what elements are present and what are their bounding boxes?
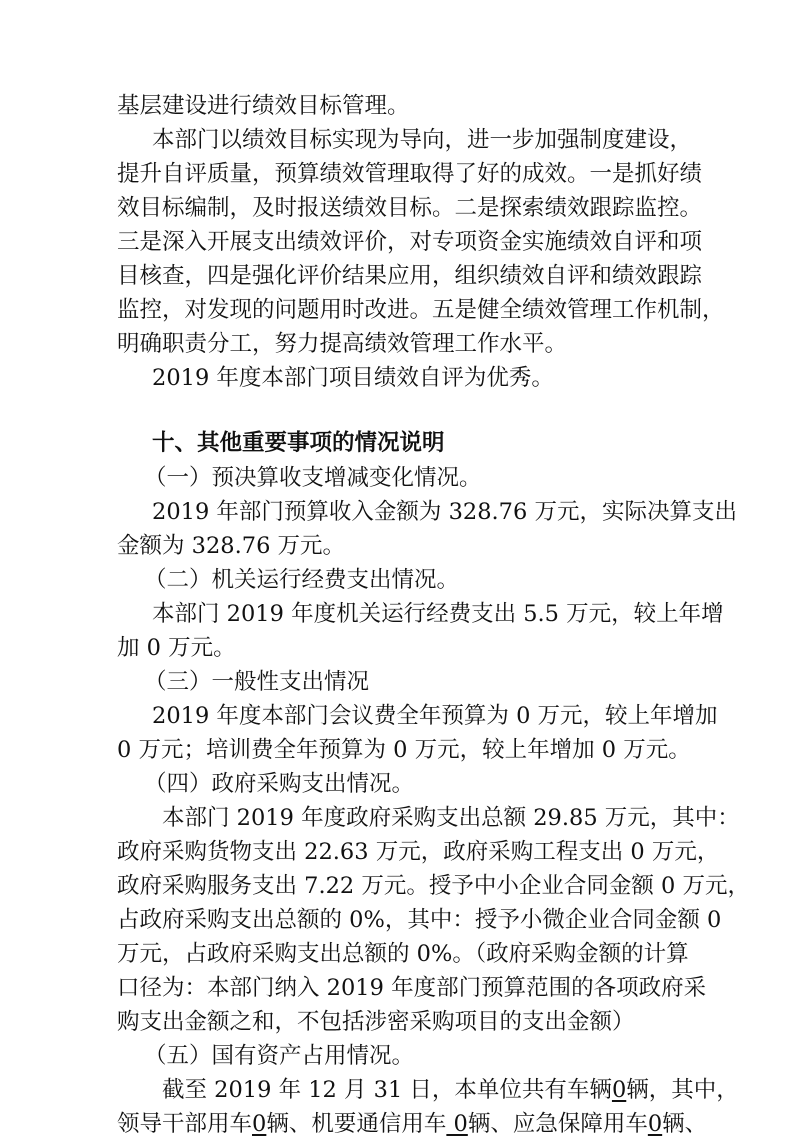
- paragraph-line: 本部门 2019 年度政府采购支出总额 29.85 万元，其中：: [162, 805, 740, 831]
- paragraph-line: 本部门 2019 年度机关运行经费支出 5.5 万元，较上年增: [152, 601, 724, 627]
- text-run: 辆、应急保障用车: [467, 1111, 648, 1137]
- paragraph-line: 三是深入开展支出绩效评价，对专项资金实施绩效自评和项: [117, 229, 703, 255]
- section-heading: 十、其他重要事项的情况说明: [152, 430, 445, 456]
- paragraph-line: 口径为：本部门纳入 2019 年度部门预算范围的各项政府采: [117, 975, 707, 1001]
- paragraph-line: 加 0 万元。: [117, 635, 236, 661]
- text-run: 辆、机要通信用车: [266, 1111, 447, 1137]
- paragraph-line: 2019 年度本部门会议费全年预算为 0 万元，较上年增加: [152, 703, 718, 729]
- paragraph-line: 本部门以绩效目标实现为导向，进一步加强制度建设，: [152, 127, 693, 153]
- text-run: 领导干部用车: [117, 1111, 253, 1137]
- paragraph-line: 监控，对发现的问题用时改进。五是健全绩效管理工作机制，: [117, 297, 725, 323]
- subsection-title: （一）预决算收支增减变化情况。: [144, 465, 482, 491]
- paragraph-line: 明确职责分工，努力提高绩效管理工作水平。: [117, 331, 568, 357]
- underlined-value: 0: [252, 1111, 267, 1137]
- subsection-title: （三）一般性支出情况: [144, 669, 370, 695]
- text-run: 辆、: [662, 1111, 708, 1137]
- paragraph-line: 购支出金额之和，不包括涉密采购项目的支出金额）: [117, 1009, 635, 1035]
- underlined-value: 0: [446, 1111, 468, 1137]
- paragraph-line: [117, 1106, 708, 1142]
- paragraph-line: 政府采购货物支出 22.63 万元，政府采购工程支出 0 万元，: [117, 839, 720, 865]
- subsection-title: （二）机关运行经费支出情况。: [144, 567, 460, 593]
- paragraph-line: 政府采购服务支出 7.22 万元。授予中小企业合同金额 0 万元，: [117, 873, 751, 899]
- paragraph-line: 效目标编制，及时报送绩效目标。二是探索绩效跟踪监控。: [117, 195, 703, 221]
- paragraph-line: 占政府采购支出总额的 0%，其中：授予小微企业合同金额 0: [117, 907, 722, 933]
- paragraph-line: 目核查，四是强化评价结果应用，组织绩效自评和绩效跟踪: [117, 263, 703, 289]
- text-run: 辆，其中，: [626, 1077, 739, 1103]
- paragraph-line: 金额为 328.76 万元。: [117, 533, 346, 559]
- underlined-value: 0: [647, 1111, 663, 1137]
- paragraph-line: 2019 年部门预算收入金额为 328.76 万元，实际决算支出: [152, 499, 737, 525]
- subsection-title: （四）政府采购支出情况。: [144, 771, 415, 797]
- paragraph-line: 基层建设进行绩效目标管理。: [117, 93, 410, 119]
- subsection-title: （五）国有资产占用情况。: [144, 1043, 415, 1069]
- paragraph-line: 万元，占政府采购支出总额的 0%。（政府采购金额的计算: [117, 941, 689, 967]
- paragraph-line: 提升自评质量，预算绩效管理取得了好的成效。一是抓好绩: [117, 161, 703, 187]
- paragraph-line: 2019 年度本部门项目绩效自评为优秀。: [152, 365, 554, 391]
- text-run: 截至 2019 年 12 月 31 日，本单位共有车辆: [162, 1077, 612, 1103]
- underlined-value: 0: [611, 1077, 627, 1103]
- paragraph-line: 0 万元；培训费全年预算为 0 万元，较上年增加 0 万元。: [117, 737, 691, 763]
- paragraph-line: [162, 1072, 739, 1108]
